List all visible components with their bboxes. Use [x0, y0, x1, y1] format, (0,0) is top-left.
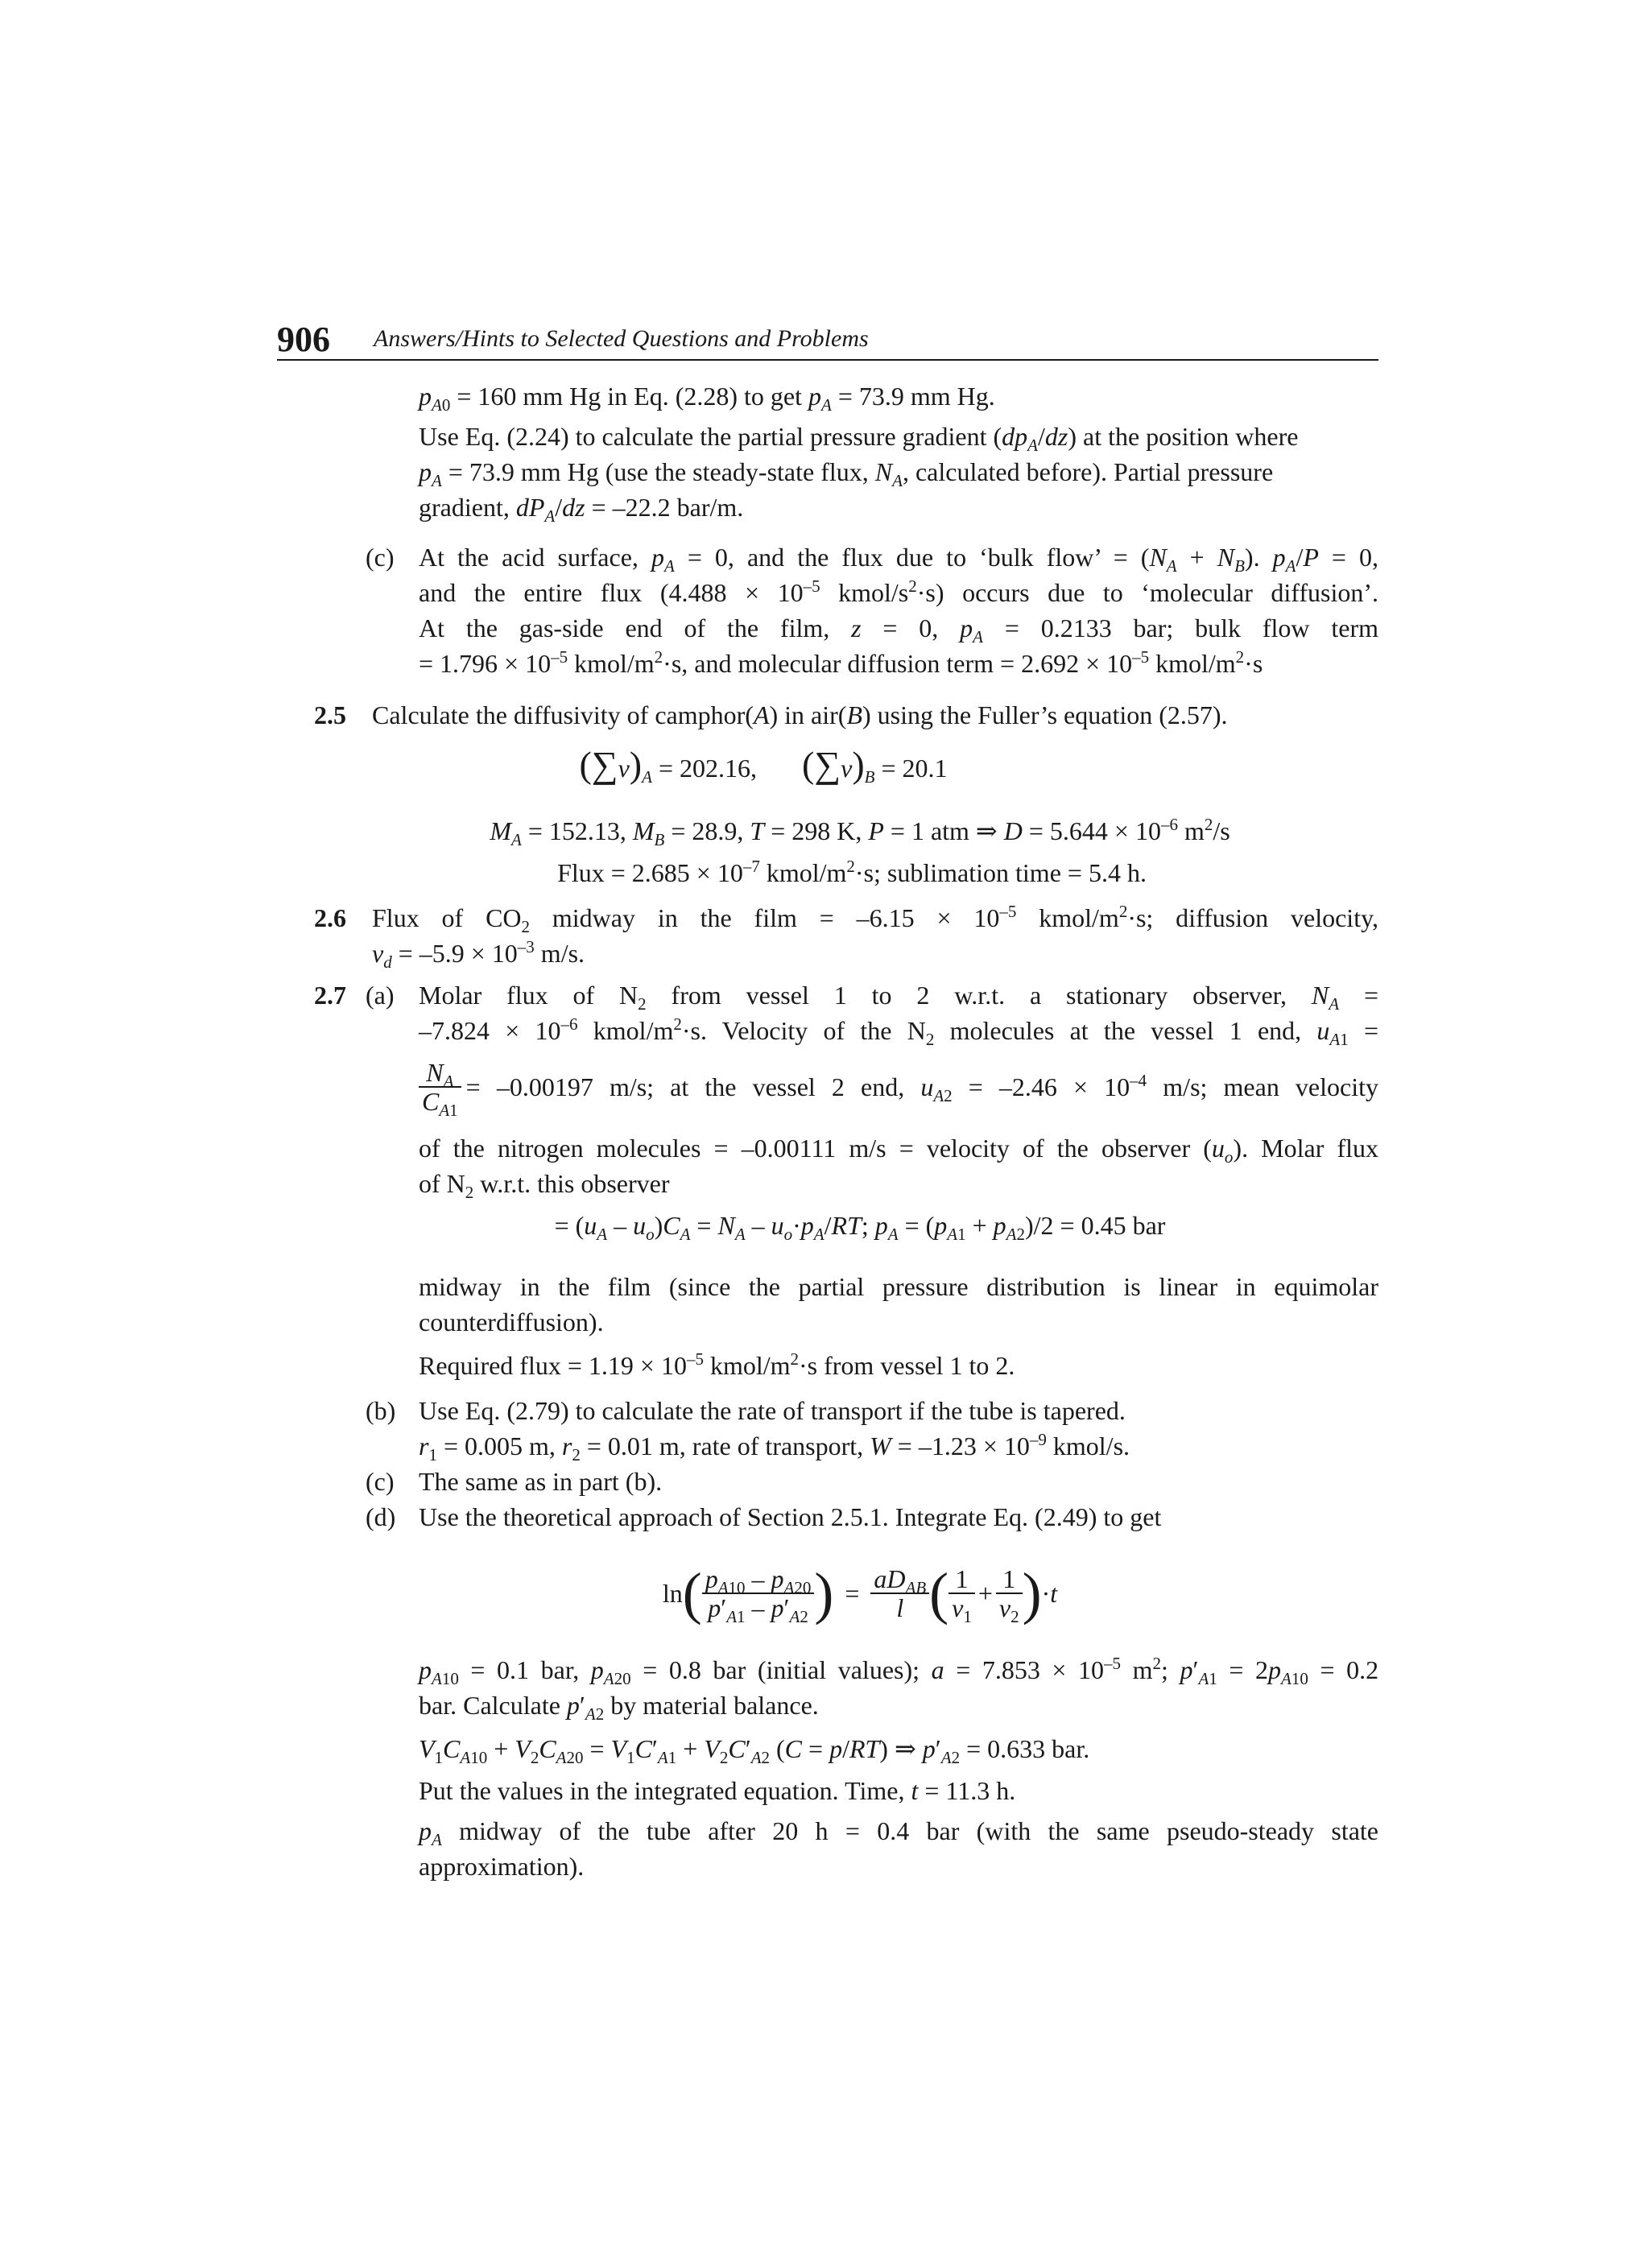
problem-2-7a-text-3: midway in the film (since the partial pressure distribution is linear in equimolar counterdiffusion).	[419, 1272, 1378, 1336]
na-over-ca1-fraction: $\frac{N_A}{C_{A1}}$	[419, 1059, 461, 1115]
problem-number-2-5: 2.5	[314, 700, 346, 729]
problem-2-7a-text-2: of the nitrogen molecules = –0.00111 m/s = velocity of the observer $(u_o)$. Molar flux of $N_2$ w.r.t. this observer	[419, 1134, 1379, 1202]
problem-2-7a-text: Molar flux of $N_2$ from vessel 1 to 2 w.r.t. a stationary observer, $N_A$ = $-7.824 \times 10^{-6}$ kmol/$m^2\cdot s$. Velocity of the $N_2$ molecules at the vessel 1 end, $u_{A1}$ =	[419, 981, 1379, 1049]
problem-number-2-7: 2.7	[314, 981, 346, 1010]
problem-2-6-text: Flux of $CO_2$ midway in the film = $-6.15 \times 10^{-5}$ kmol/$m^2\cdot s$; diffusion velocity, $v_d = -5.9 \times 10^{-3}$ m/s.	[372, 902, 1378, 972]
required-flux: Required flux = $1.19 \times 10^{-5}$ kmol/$m^2\cdot s$ from vessel 1 to 2.	[419, 1349, 1015, 1380]
problem-2-7c-text: The same as in part (b).	[419, 1467, 663, 1496]
integrated-equation: ln ( $\frac{p_{A10} - p_{A20}}{p'_{A1} - p'_{A2}}$ ) = $\frac{aD_{AB}}{l}$ ( $\frac{1}{v_1}$ + $\frac{1}{v_2}$ ) ·t	[662, 1561, 1058, 1626]
part-a-mark: (a)	[366, 981, 395, 1010]
paragraph-part-c: At the acid surface, $p_A = 0$, and the flux due to ‘bulk flow’ = $(N_A + N_B)$. $p_A/P = 0$, and the entire flux ($4.488 \times 10^{-5}$ kmol/$s^2\cdot s$) occurs due to ‘molecular diffusion’. At the gas-side end of the film, z = 0, $p_A = 0.2133$ bar; bulk flow term = $1.796 \times 10^{-5}$ kmol/$m^2\cdot s$, and molecular diffusion term = $2.692 \times 10^{-5}$ kmol/$m^2\cdot s$	[419, 543, 1379, 678]
paragraph-gradient: Use Eq. (2.24) to calculate the partial pressure gradient $(dp_A/dz)$ at the position where $p_A = 73.9$ mm Hg (use the steady-state flux, $N_A$, calculated before). Partial pressure gradient, $dP_A/dz = -22.2$ bar/m.	[419, 422, 1299, 526]
part-c2-mark: (c)	[366, 1467, 395, 1496]
observer-flux-equation: = $(u_A - u_o)C_A = N_A - u_o\cdot p_A/RT$; $p_A = (p_{A1} + p_{A2})/2 = 0.45$ bar	[554, 1211, 1166, 1244]
page-header	[277, 319, 1378, 361]
velocity-line: $\frac{N_A}{C_{A1}}$ = –0.00197 m/s; at the vessel 2 end, $u_{A2} = -2.46 \times 10^{-4}$ m/s; mean velocity	[419, 1055, 1378, 1119]
problem-number-2-6: 2.6	[314, 903, 346, 932]
running-title: Answers/Hints to Selected Questions and Problems	[374, 325, 869, 352]
paragraph-pa0: $p_{A0} = 160$ mm Hg in Eq. (2.28) to get $p_A = 73.9$ mm Hg.	[419, 382, 995, 415]
problem-2-5-flux: Flux = $2.685 \times 10^{-7}$ kmol/$m^2\cdot s$; sublimation time = 5.4 h.	[557, 857, 1147, 887]
problem-2-5-text: Calculate the diffusivity of camphor(A) in air(B) using the Fuller’s equation (2.57).	[372, 700, 1228, 729]
part-b-mark: (b)	[366, 1396, 396, 1425]
material-balance: $V_1C_{A10} + V_2C_{A20} = V_1C'_{A1} + V_2C'_{A2}$ (C = p/RT) ⇒ $p'_{A2} = 0.633$ bar.	[419, 1734, 1090, 1767]
pa-midway: $p_A$ midway of the tube after 20 h = 0.4 bar (with the same pseudo-steady state approximation).	[419, 1816, 1378, 1881]
fuller-sums: $(\sum v)_A = 202.16$, $(\sum v)_B = 20.1$	[579, 744, 948, 787]
problem-2-5-values: $M_A = 152.13$, $M_B = 28.9$, T = 298 K, P = 1 atm ⇒ $D = 5.644 \times 10^{-6}$ $m^2/s$	[490, 815, 1230, 849]
header-rule	[277, 359, 1378, 361]
time-result: Put the values in the integrated equation. Time, t = 11.3 h.	[419, 1776, 1016, 1805]
page-number: 906	[277, 320, 330, 359]
problem-2-7d-text: Use the theoretical approach of Section 2.5.1. Integrate Eq. (2.49) to get	[419, 1502, 1162, 1531]
problem-2-7b-text: Use Eq. (2.79) to calculate the rate of transport if the tube is tapered. $r_1 = 0.005$ m, $r_2 = 0.01$ m, rate of transport, $W = -1.23 \times 10^{-9}$ kmol/s.	[419, 1396, 1130, 1464]
problem-2-7d-values: $p_{A10} = 0.1$ bar, $p_{A20} = 0.8$ bar (initial values); $a = 7.853 \times 10^{-5}$ $m^2$; $p'_{A1} = 2p_{A10} = 0.2$ bar. Calculate $p'_{A2}$ by material balance.	[419, 1654, 1379, 1724]
part-d-mark: (d)	[366, 1502, 396, 1531]
part-c-mark: (c)	[366, 543, 395, 572]
